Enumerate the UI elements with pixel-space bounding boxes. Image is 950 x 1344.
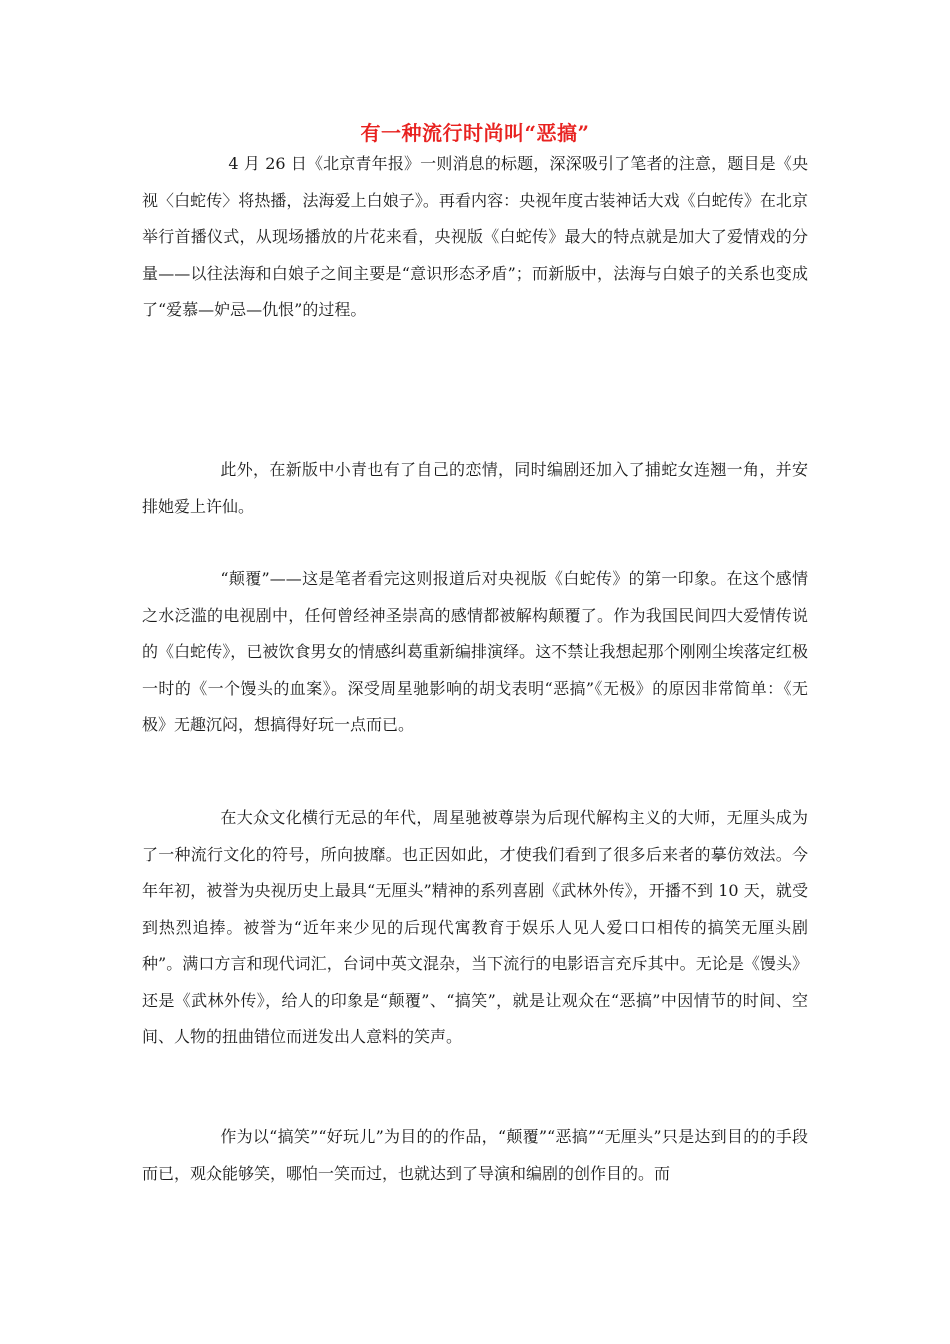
paragraph-5: 作为以“搞笑”“好玩儿”为目的的作品，“颠覆”“恶搞”“无厘头”只是达到目的的手段而已，观众能够笑，哪怕一笑而过，也就达到了导演和编剧的创作目的。而 (142, 1127, 808, 1183)
document-title: 有一种流行时尚叫“恶搞” (360, 121, 590, 145)
paragraph-1: 4 月 26 日《北京青年报》一则消息的标题，深深吸引了笔者的注意，题目是《央视〈白蛇传〉将热播，法海爱上白娘子》。再看内容：央视年度古装神话大戏《白蛇传》在北京举行首播仪式，从现场播放的片花来看，央视版《白蛇传》最大的特点就是加大了爱情戏的分量——以往法海和白娘子之间主要是“意识形态矛盾”；而新版中，法海与白娘子的关系也变成了“爱慕—妒忌—仇恨”的过程。 (142, 154, 808, 319)
paragraph-4: 在大众文化横行无忌的年代，周星驰被尊崇为后现代解构主义的大师，无厘头成为了一种流行文化的符号，所向披靡。也正因如此，才使我们看到了很多后来者的摹仿效法。今年年初，被誉为央视历史上最具“无厘头”精神的系列喜剧《武林外传》，开播不到 10 天，就受到热烈追捧。被誉为“近年来少见的后现代寓教育于娱乐人见人爱口口相传的搞笑无厘头剧种”。满口方言和现代词汇，台词中英文混杂，当下流行的电影语言充斥其中。无论是《馒头》还是《武林外传》，给人的印象是“颠覆”、“搞笑”，就是让观众在“恶搞”中因情节的时间、空间、人物的扭曲错位而迸发出人意料的笑声。 (142, 808, 808, 1046)
paragraph-3: “颠覆”——这是笔者看完这则报道后对央视版《白蛇传》的第一印象。在这个感情之水泛滥的电视剧中，任何曾经神圣崇高的感情都被解构颠覆了。作为我国民间四大爱情传说的《白蛇传》，已被饮食男女的情感纠葛重新编排演绎。这不禁让我想起那个刚刚尘埃落定红极一时的《一个馒头的血案》。深受周星驰影响的胡戈表明“恶搞”《无极》的原因非常简单：《无极》无趣沉闷，想搞得好玩一点而已。 (142, 569, 808, 734)
paragraph-2: 此外，在新版中小青也有了自己的恋情，同时编剧还加入了捕蛇女连翘一角，并安排她爱上许仙。 (142, 460, 808, 516)
